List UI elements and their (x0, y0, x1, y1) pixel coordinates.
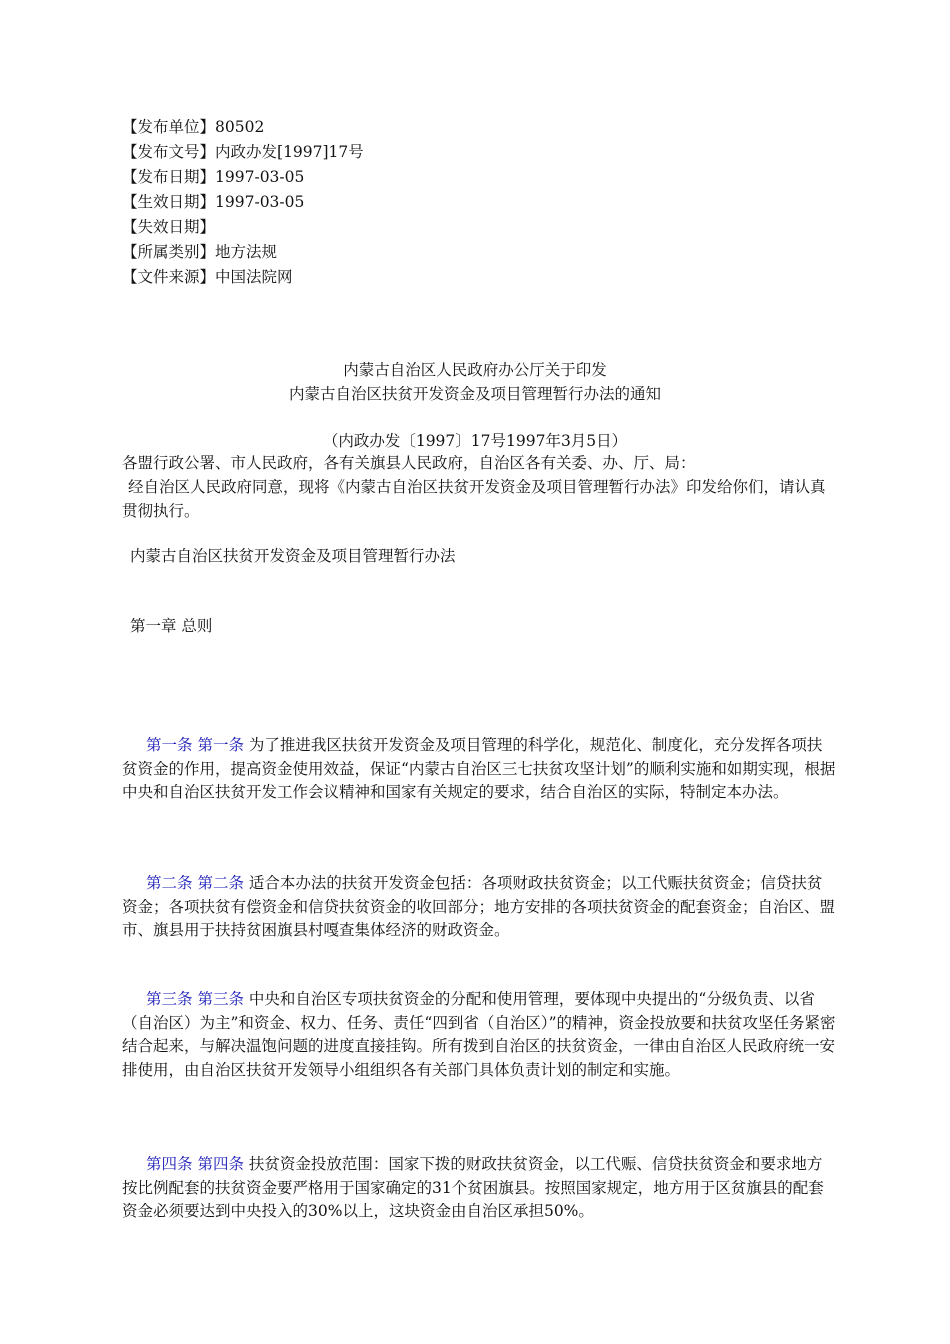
meta-expiry-date (122, 215, 364, 240)
meta-category (122, 240, 364, 265)
meta-value: 1997-03-05 (215, 193, 305, 211)
article-1-anchor[interactable]: 第一条 (197, 736, 244, 754)
notice-title-line-1: 内蒙古自治区人民政府办公厅关于印发 (343, 361, 607, 379)
meta-value: 内政办发[1997]17号 (215, 143, 364, 161)
article-3 (122, 988, 837, 1082)
article-4-anchor[interactable]: 第四条 (197, 1155, 244, 1173)
meta-publish-date (122, 165, 364, 190)
article-1 (122, 734, 837, 805)
article-4-link[interactable]: 第四条 (146, 1155, 193, 1173)
article-3-anchor[interactable]: 第三条 (197, 990, 244, 1008)
notice-title-line-2: 内蒙古自治区扶贫开发资金及项目管理暂行办法的通知 (288, 385, 661, 403)
notice-body: 经自治区人民政府同意，现将《内蒙古自治区扶贫开发资金及项目管理暂行办法》印发给你们，请认真贯彻执行。 (122, 478, 826, 520)
document-metadata (122, 115, 364, 290)
article-1-link[interactable]: 第一条 (146, 736, 193, 754)
article-2-text: 适合本办法的扶贫开发资金包括：各项财政扶贫资金；以工代赈扶贫资金；信贷扶贫资金；各项扶贫有偿资金和信贷扶贫资金的收回部分；地方安排的各项扶贫资金的配套资金；自治区、盟市、旗县用于扶持贫困旗县村嘎查集体经济的财政资金。 (122, 874, 836, 939)
meta-source (122, 265, 364, 290)
meta-value: 80502 (215, 118, 265, 136)
chapter-heading: 第一章 总则 (130, 617, 213, 635)
article-1-text: 为了推进我区扶贫开发资金及项目管理的科学化，规范化、制度化，充分发挥各项扶贫资金的作用，提高资金使用效益，保证“内蒙古自治区三七扶贫攻坚计划”的顺利实施和如期实现，根据中央和自治区扶贫开发工作会议精神和国家有关规定的要求，结合自治区的实际，特制定本办法。 (122, 736, 836, 801)
meta-publisher (122, 115, 364, 140)
meta-label: 【失效日期】 (122, 218, 216, 236)
recipients-line: 各盟行政公署、市人民政府，各有关旗县人民政府，自治区各有关委、办、厅、局： (122, 454, 696, 472)
meta-label: 【所属类别】 (122, 243, 216, 261)
measures-title: 内蒙古自治区扶贫开发资金及项目管理暂行办法 (130, 547, 456, 565)
meta-value: 中国法院网 (215, 268, 293, 286)
article-2-link[interactable]: 第二条 (146, 874, 193, 892)
meta-label: 【发布单位】 (122, 118, 216, 136)
article-2 (122, 872, 837, 943)
article-2-anchor[interactable]: 第二条 (197, 874, 244, 892)
meta-value: 地方法规 (215, 243, 278, 261)
meta-label: 【发布文号】 (122, 143, 216, 161)
meta-label: 【生效日期】 (122, 193, 216, 211)
article-4-text: 扶贫资金投放范围：国家下拨的财政扶贫资金，以工代赈、信贷扶贫资金和要求地方按比例配套的扶贫资金要严格用于国家确定的31个贫困旗县。按照国家规定，地方用于区贫旗县的配套资金必须要达到中央投入的30%以上，这块资金由自治区承担50%。 (122, 1155, 824, 1220)
meta-doc-number (122, 140, 364, 165)
meta-label: 【发布日期】 (122, 168, 216, 186)
doc-number-line: （内政办发〔1997〕17号1997年3月5日） (322, 432, 628, 450)
meta-effective-date (122, 190, 364, 215)
article-3-link[interactable]: 第三条 (146, 990, 193, 1008)
meta-value: 1997-03-05 (215, 168, 305, 186)
article-3-text: 中央和自治区专项扶贫资金的分配和使用管理，要体现中央提出的“分级负责、以省（自治区）为主”和资金、权力、任务、责任“四到省（自治区）”的精神，资金投放要和扶贫攻坚任务紧密结合起来，与解决温饱问题的进度直接挂钩。所有拨到自治区的扶贫资金，一律由自治区人民政府统一安排使用，由自治区扶贫开发领导小组组织各有关部门具体负责计划的制定和实施。 (122, 990, 836, 1079)
article-4 (122, 1153, 837, 1224)
meta-label: 【文件来源】 (122, 268, 216, 286)
